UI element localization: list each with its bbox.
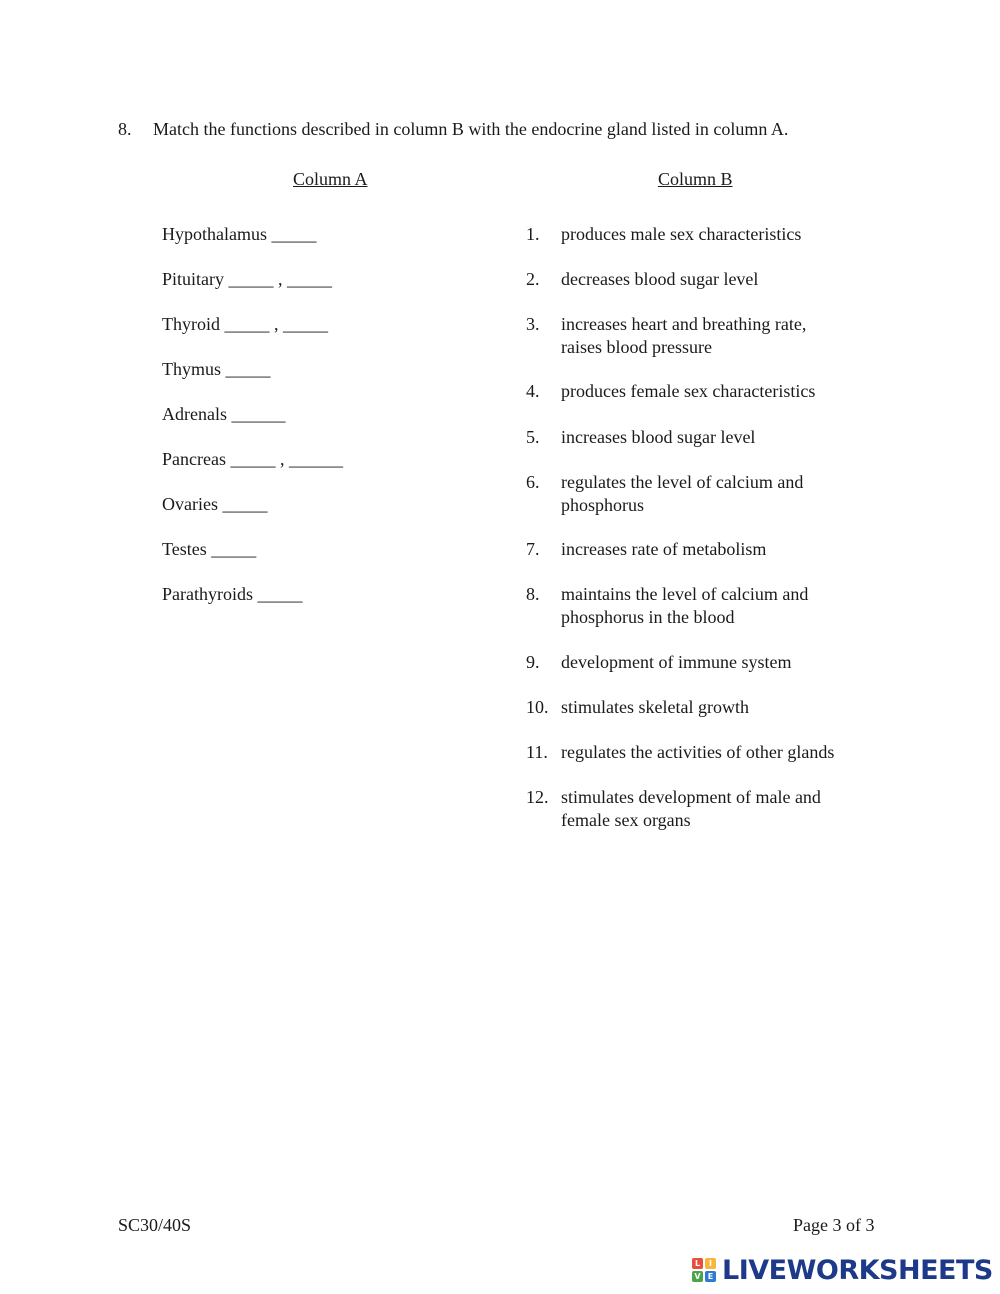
column-a-item-testes — [162, 538, 256, 561]
answer-blank[interactable]: _____ — [271, 224, 317, 244]
function-line: female sex organs — [561, 810, 691, 830]
column-b-function — [561, 786, 891, 832]
column-a-item-pancreas — [162, 448, 343, 471]
column-a-heading: Column A — [293, 169, 368, 189]
column-b-number: 3. — [526, 314, 540, 334]
gland-label: Thyroid — [162, 314, 220, 334]
column-b-number: 12. — [526, 787, 549, 807]
gland-label: Ovaries — [162, 494, 218, 514]
function-line: phosphorus in the blood — [561, 607, 735, 627]
column-a-item-thymus — [162, 358, 271, 381]
column-b-number: 7. — [526, 539, 540, 559]
logo-mark-tile: I — [705, 1258, 716, 1269]
column-b-number: 1. — [526, 224, 540, 244]
function-line: raises blood pressure — [561, 337, 712, 357]
answer-blank[interactable]: _____ , _____ — [228, 269, 332, 289]
answer-blank[interactable]: _____ — [225, 359, 271, 379]
question-number: 8. — [118, 119, 132, 139]
column-b-function — [561, 313, 891, 359]
logo-mark-tile: V — [692, 1271, 703, 1282]
logo-mark-icon — [692, 1258, 716, 1282]
column-b-function: development of immune system — [561, 652, 792, 672]
question-text: Match the functions described in column B with the endocrine gland listed in column A. — [153, 119, 789, 139]
function-line: maintains the level of calcium and — [561, 584, 809, 604]
function-line: regulates the level of calcium and — [561, 472, 804, 492]
answer-blank[interactable]: _____ — [257, 584, 303, 604]
column-b-number: 10. — [526, 697, 549, 717]
column-b-number: 6. — [526, 472, 540, 492]
liveworksheets-logo — [692, 1254, 993, 1286]
column-b-function: stimulates skeletal growth — [561, 697, 749, 717]
gland-label: Pancreas — [162, 449, 226, 469]
column-b-function: regulates the activities of other glands — [561, 742, 835, 762]
course-code: SC30/40S — [118, 1215, 192, 1235]
gland-label: Pituitary — [162, 269, 224, 289]
page-number: Page 3 of 3 — [793, 1215, 875, 1235]
column-b-number: 4. — [526, 381, 540, 401]
column-b-heading: Column B — [658, 169, 733, 189]
column-b-function: increases rate of metabolism — [561, 539, 767, 559]
answer-blank[interactable]: _____ , _____ — [224, 314, 328, 334]
gland-label: Testes — [162, 539, 207, 559]
gland-label: Adrenals — [162, 404, 227, 424]
answer-blank[interactable]: ______ — [231, 404, 286, 424]
gland-label: Thymus — [162, 359, 222, 379]
logo-mark-tile: E — [705, 1271, 716, 1282]
column-a-item-parathyroids — [162, 583, 302, 606]
column-a-item-ovaries — [162, 493, 267, 516]
column-b-number: 5. — [526, 427, 540, 447]
column-b-function: produces male sex characteristics — [561, 224, 802, 244]
column-a-item-hypothalamus — [162, 223, 317, 246]
function-line: phosphorus — [561, 495, 645, 515]
function-line: increases heart and breathing rate, — [561, 314, 807, 334]
column-b-function: increases blood sugar level — [561, 427, 756, 447]
column-b-number: 8. — [526, 584, 540, 604]
column-b-function: produces female sex characteristics — [561, 381, 816, 401]
column-b-function — [561, 471, 891, 517]
logo-text: LIVEWORKSHEETS — [722, 1254, 993, 1286]
column-a-item-adrenals — [162, 403, 285, 426]
column-b-number: 2. — [526, 269, 540, 289]
column-b-function: decreases blood sugar level — [561, 269, 759, 289]
answer-blank[interactable]: _____ — [222, 494, 268, 514]
answer-blank[interactable]: _____ — [211, 539, 257, 559]
column-b-number: 11. — [526, 742, 548, 762]
column-b-function — [561, 583, 891, 629]
gland-label: Hypothalamus — [162, 224, 267, 244]
gland-label: Parathyroids — [162, 584, 253, 604]
answer-blank[interactable]: _____ , ______ — [230, 449, 343, 469]
logo-mark-tile: L — [692, 1258, 703, 1269]
function-line: stimulates development of male and — [561, 787, 821, 807]
column-a-item-pituitary — [162, 268, 332, 291]
column-a-item-thyroid — [162, 313, 328, 336]
column-b-number: 9. — [526, 652, 540, 672]
